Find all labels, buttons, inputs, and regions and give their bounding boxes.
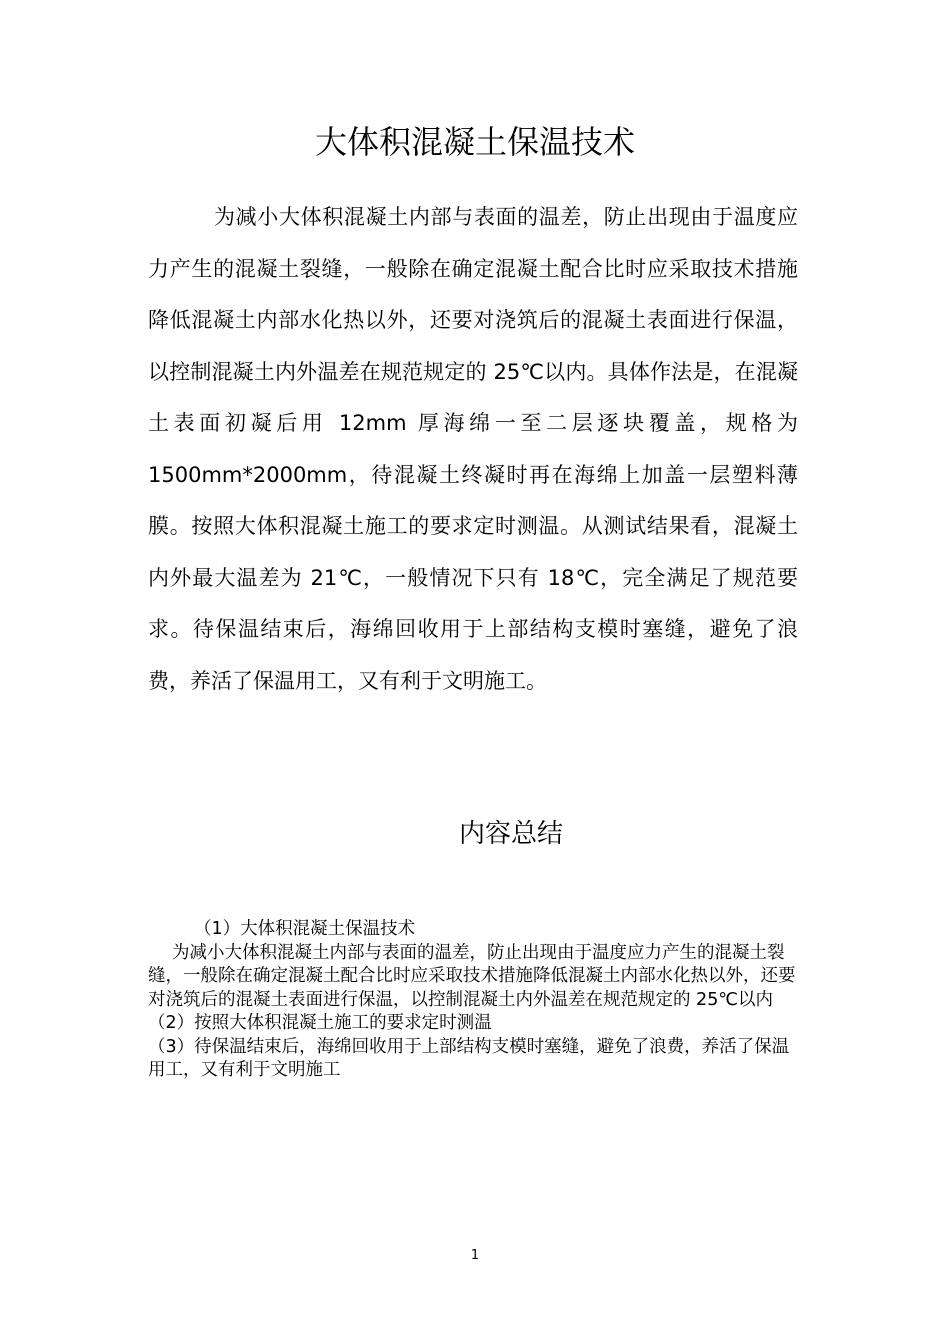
body-paragraph: 为减小大体积混凝土内部与表面的温差，防止出现由于温度应力产生的混凝土裂缝，一般除在确定混凝土配合比时应采取技术措施降低混凝土内部水化热以外，还要对浇筑后的混凝土表面进行保温，以控制混凝土内外温差在规范规定的 25℃以内。具体作法是，在混凝土表面初凝后用 12mm 厚海绵一至二层逐块覆盖，规格为 1500mm*2000mm，待混凝土终凝时再在海绵上加盖一层塑料薄膜。按照大体积混凝土施工的要求定时测温。从测试结果看，混凝土内外最大温差为 21℃，一般情况下只有 18℃，完全满足了规范要求。待保温结束后，海绵回收用于上部结构支模时塞缝，避免了浪费，养活了保温用工，又有利于文明施工。 bbox=[148, 205, 798, 693]
summary-item-2: （2）按照大体积混凝土施工的要求定时测温 bbox=[148, 1013, 492, 1033]
summary-item-1-text: 为减小大体积混凝土内部与表面的温差，防止出现由于温度应力产生的混凝土裂缝，一般除在确定混凝土配合比时应采取技术措施降低混凝土内部水化热以外，还要对浇筑后的混凝土表面进行保温，以控制混凝土内外温差在规范规定的 25℃以内 bbox=[148, 942, 796, 1010]
summary-item-3: （3）待保温结束后，海绵回收用于上部结构支模时塞缝，避免了浪费，养活了保温用工，又有利于文明施工 bbox=[148, 1036, 790, 1080]
summary-item-1-title: （1）大体积混凝土保温技术 bbox=[194, 919, 416, 939]
summary-heading: 内容总结 bbox=[458, 819, 563, 849]
summary-section bbox=[148, 918, 798, 1083]
page-number: 1 bbox=[470, 1248, 480, 1263]
document-title: 大体积混凝土保温技术 bbox=[314, 123, 635, 161]
